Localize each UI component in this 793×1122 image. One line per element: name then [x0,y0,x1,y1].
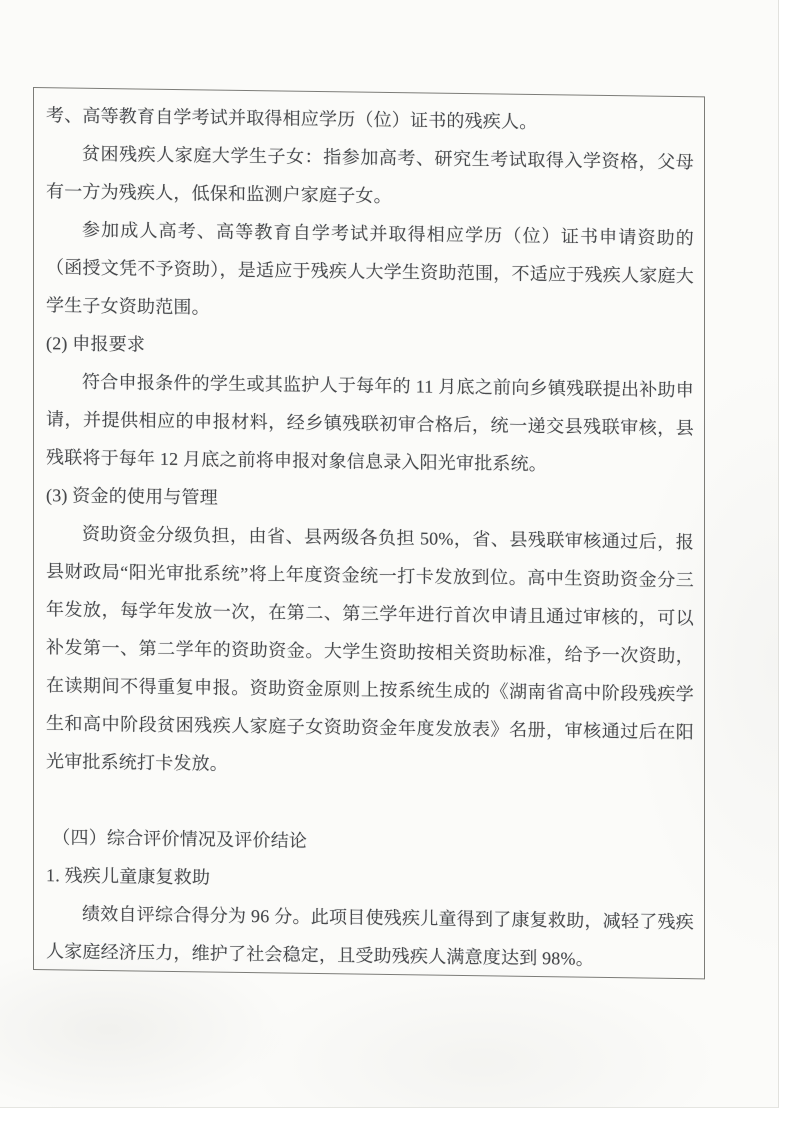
heading-item1-disabled-children-rehabilitation: 1. 残疾儿童康复救助 [46,865,211,888]
para-fund-management-details: 资助资金分级负担，由省、县两级各负担 50%，省、县残联审核通过后，报县财政局“阳光审批系统”将上年度资金统一打卡发放到位。高中生资助资金分三年发放，每学年发放一次，在第二、第三学年进行首次申请且通过审核的，可以补发第一、第二学年的资助资金。大学生资助按相关资助标准，给予一次资助，在读期间不得重复申报。资助资金原则上按系统生成的《湖南省高中阶段残疾学生和高中阶段贫困残疾人家庭子女资助资金年度发放表》名册，审核通过后在阳光审批系统打卡发放。 [46,523,694,774]
para-self-evaluation-score: 绩效自评综合得分为 96 分。此项目使残疾儿童得到了康复救助，减轻了残疾人家庭经济压力，维护了社会稳定，且受助残疾人满意度达到 98%。 [46,903,694,969]
para-poor-family-students-definition: 贫困残疾人家庭大学生子女：指参加高考、研究生考试取得入学资格，父母有一方为残疾人，低保和监测户家庭子女。 [46,143,694,207]
heading-fund-use-management: (3) 资金的使用与管理 [46,485,218,508]
para-exam-continuation: 考、高等教育自学考试并取得相应学历（位）证书的残疾人。 [46,105,538,133]
para-adult-exam-subsidy-scope: 参加成人高考、高等教育自学考试并取得相应学历（位）证书申请资助的（函授文凭不予资助），是适应于残疾人大学生资助范围，不适应于残疾人家庭大学生子女资助范围。 [46,219,694,318]
report-text-cell [33,87,705,979]
heading-section-four-comprehensive-evaluation: （四）综合评价情况及评价结论 [52,827,308,851]
heading-application-requirements: (2) 申报要求 [46,333,146,355]
para-application-procedure: 符合申报条件的学生或其监护人于每年的 11 月底之前向乡镇残联提出补助申请，并提供相应的申报材料，经乡镇残联初审合格后，统一递交县残联审核，县残联将于每年 12 月底之前将申报对象信息录入阳光审批系统。 [46,371,694,475]
